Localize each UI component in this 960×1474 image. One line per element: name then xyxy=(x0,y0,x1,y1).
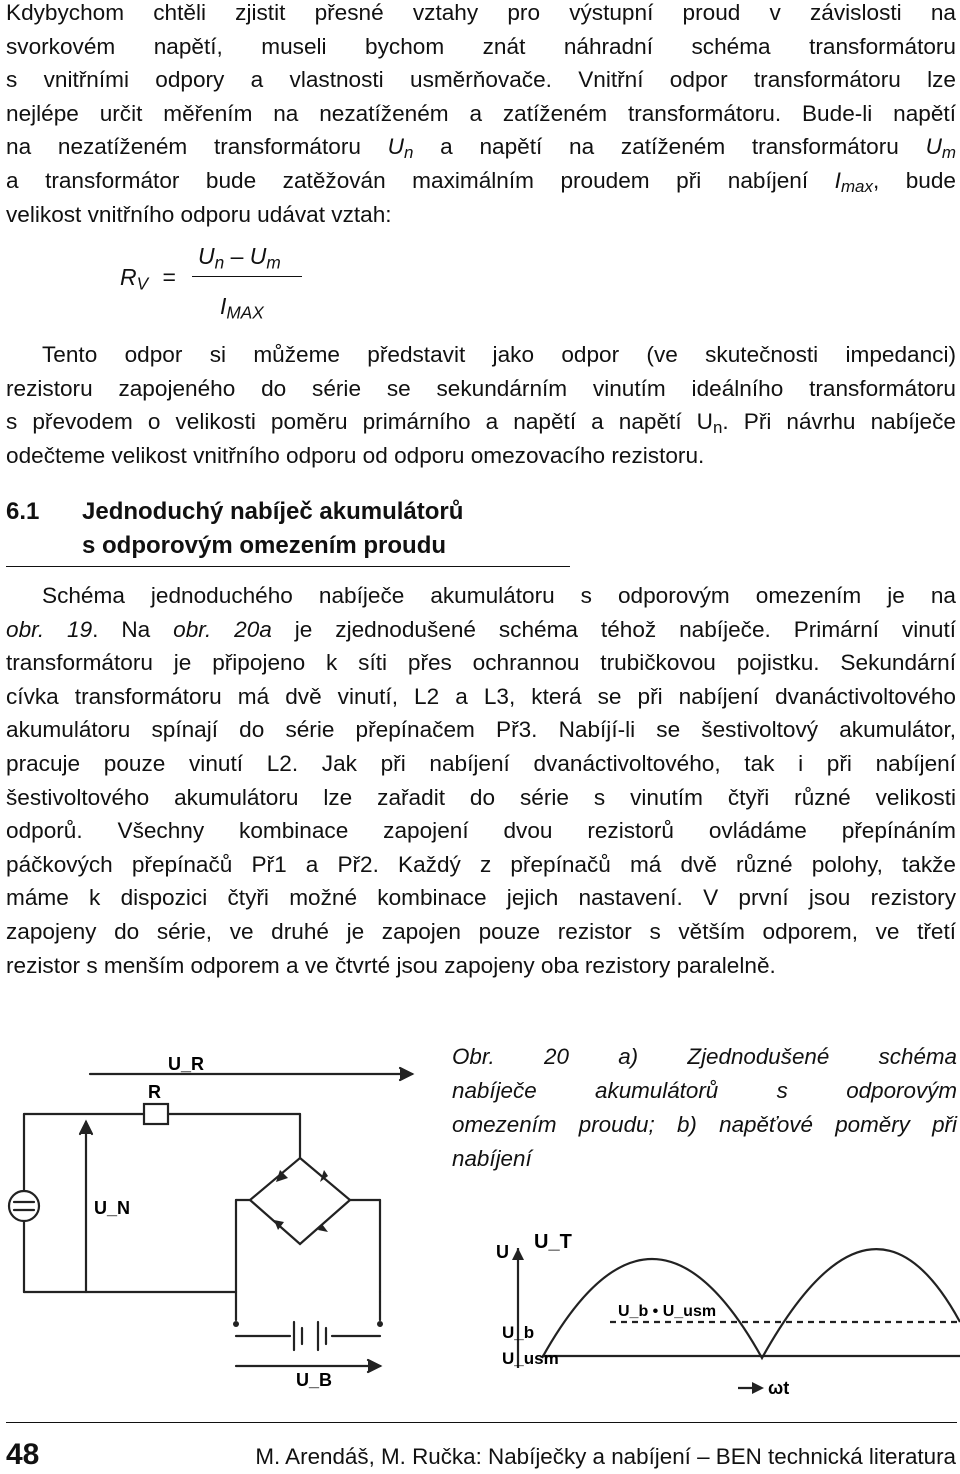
text-line: Kdybychom chtěli zjistit přesné vztahy pro výstupní proud v závislosti na xyxy=(6,0,956,25)
label-ur: U_R xyxy=(168,1054,205,1074)
text-line: akumulátoru spínají do série přepínačem Př3. Nabíjí-li se šestivoltový akumulátor, xyxy=(6,717,956,743)
heading-rule xyxy=(6,566,570,567)
text-line: svorkovém napětí, museli bychom znát náhradní schéma transformátoru xyxy=(6,33,956,59)
text-line: pracuje pouze vinutí L2. Jak při nabíjení dvanáctivoltového, tak i při nabíjení xyxy=(6,750,956,776)
label-uusm: U_usm xyxy=(502,1349,559,1368)
section-title-line1: Jednoduchý nabíječ akumulátorů xyxy=(82,498,464,525)
formula-lhs: R xyxy=(120,264,137,290)
text-line: máme k dispozici čtyři možné kombinace jejich nastavení. V první jsou rezistory xyxy=(6,885,956,911)
intro-paragraph xyxy=(6,0,956,231)
text-line: transformátoru je připojeno k síti přes ochrannou trubičkovou pojistku. Sekundární xyxy=(6,650,956,676)
caption-line: omezením proudu; b) napěťové poměry při xyxy=(452,1112,957,1137)
voltage-waveform xyxy=(490,1218,960,1408)
label-u: U xyxy=(496,1242,509,1262)
text-line: cívka transformátoru má dvě vinutí, L2 a L3, která se při nabíjení dvanáctivoltového xyxy=(6,683,956,709)
caption-line: nabíječe akumulátorů s odporovým xyxy=(452,1078,957,1103)
section-title-line2: s odporovým omezením proudu xyxy=(82,532,447,559)
caption-line: Obr. 20 a) Zjednodušené schéma xyxy=(452,1044,957,1069)
label-r: R xyxy=(148,1082,161,1102)
label-un: U_N xyxy=(94,1198,131,1218)
text-line: na nezatíženém transformátoru $U_n$ a napětí na zatíženém transformátoru $U_m$ xyxy=(6,134,956,163)
ac-source-icon xyxy=(9,1191,39,1221)
text-line: rezistoru zapojeného do série se sekundárním vinutím ideálního transformátoru xyxy=(6,375,956,401)
figure-caption xyxy=(452,1040,957,1176)
rectified-wave xyxy=(542,1249,960,1358)
text-line: s vnitřními odpory a vlastnosti usměrňovače. Vnitřní odpor transformátoru lze xyxy=(6,67,956,93)
label-ub: U_B xyxy=(296,1370,333,1390)
circuit-schematic xyxy=(0,1030,440,1410)
text-line: odečteme velikost vnitřního odporu od odporu omezovacího rezistoru. xyxy=(6,442,705,468)
diode-bridge xyxy=(250,1158,350,1244)
text-line: zapojeny do série, ve druhé je zapojen pouze rezistor s větším odporem, ve třetí xyxy=(6,918,956,944)
resistor-r xyxy=(144,1104,168,1124)
text-line: a transformátor bude zatěžován maximálním proudem při nabíjení $I_{max}$, bude xyxy=(6,167,956,197)
fraction-bar xyxy=(192,276,302,277)
text-line: Schéma jednoduchého nabíječe akumulátoru s odporovým omezením je na xyxy=(42,583,956,608)
section-number: 6.1 xyxy=(6,498,40,525)
text-line: rezistor s menším odporem a ve čtvrté jsou zapojeny oba rezistory paralelně. xyxy=(6,952,776,978)
label-ub-uusm: U_b • U_usm xyxy=(618,1303,717,1320)
footer-text: M. Arendáš, M. Ručka: Nabíječky a nabíjení – BEN technická literatura xyxy=(255,1444,956,1469)
formula-denominator: $I_{MAX}$ xyxy=(220,293,264,323)
text-line: obr. 19. Na obr. 20a je zjednodušené schéma téhož nabíječe. Primární vinutí xyxy=(6,616,956,642)
label-ut: U_T xyxy=(534,1231,572,1253)
label-ub: U_b xyxy=(502,1323,535,1342)
text-line: páčkových přepínačů Př1 a Př2. Každý z přepínačů má dvě různé polohy, takže xyxy=(6,851,956,877)
text-line: Tento odpor si můžeme představit jako odpor (ve skutečnosti impedanci) xyxy=(42,342,956,367)
text-line: šestivoltového akumulátoru lze zařadit do série s vinutím čtyři různé velikosti xyxy=(6,784,956,810)
text-line: velikost vnitřního odporu udávat vztah: xyxy=(6,201,392,227)
text-line: nejlépe určit měřením na nezatíženém a zatíženém transformátoru. Bude-li napětí xyxy=(6,100,956,126)
formula-equals: = xyxy=(162,264,176,290)
paragraph-2 xyxy=(6,338,956,472)
text-line: s převodem o velikosti poměru primárního a napětí a napětí $U_n$. Při návrhu nabíječe xyxy=(6,409,956,438)
text-line: odporů. Všechny kombinace zapojení dvou rezistorů ovládáme přepínáním xyxy=(6,818,956,844)
footer-rule xyxy=(6,1422,957,1423)
paragraph-3 xyxy=(6,579,956,982)
page-number: 48 xyxy=(6,1438,40,1471)
label-wt: ωt xyxy=(768,1378,790,1398)
caption-line: nabíjení xyxy=(452,1146,532,1171)
formula-numerator: $U_n - U_m$ xyxy=(198,243,281,273)
